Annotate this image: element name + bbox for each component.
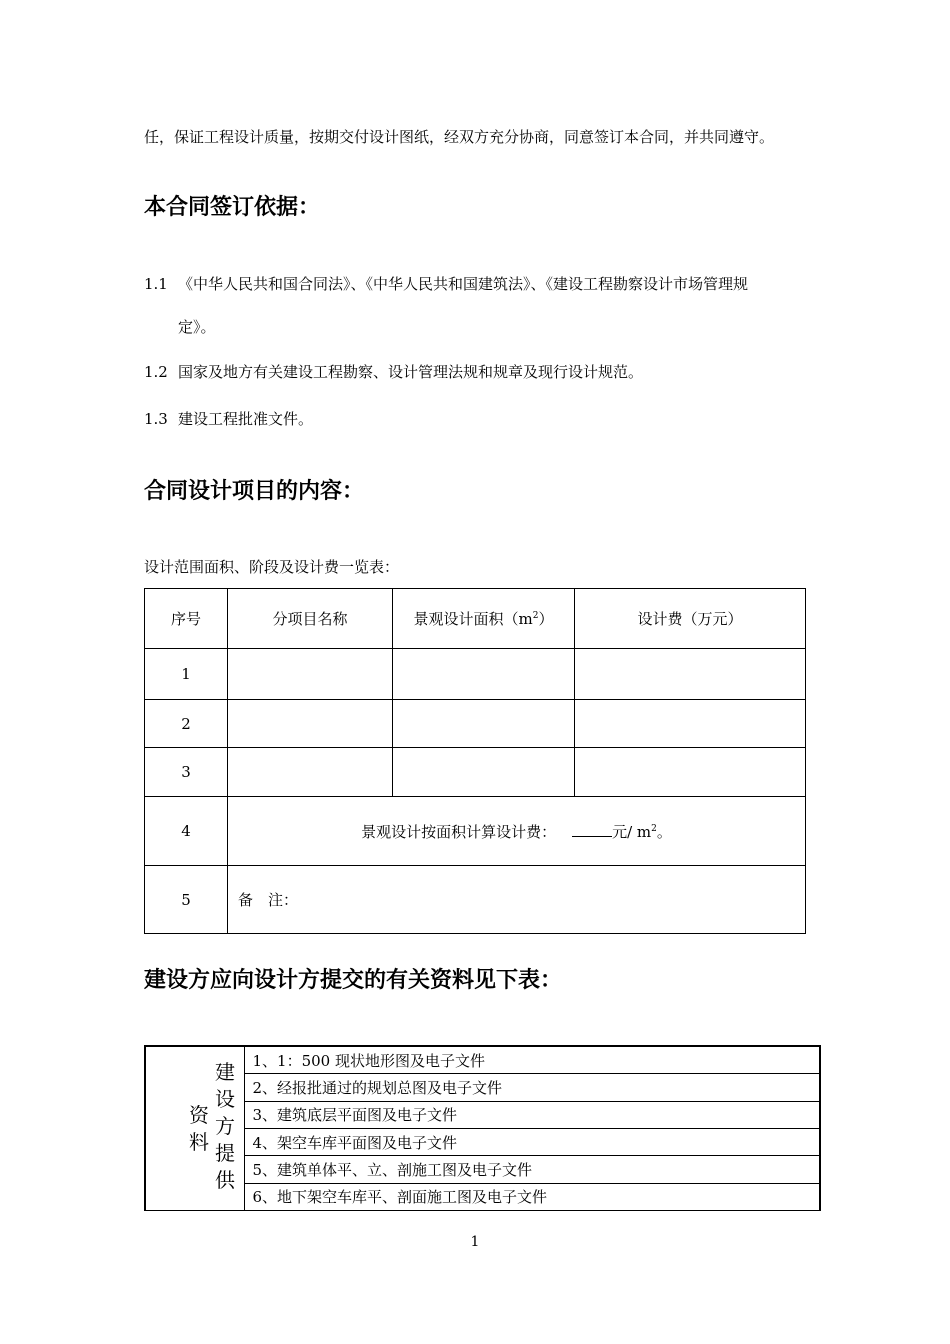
row-seq: 3: [145, 748, 228, 797]
materials-item: 5、建筑单体平、立、剖施工图及电子文件: [244, 1156, 820, 1183]
fee-rate-cell: [228, 797, 806, 866]
fee-rate-unit-end: 。: [656, 822, 672, 841]
basis-item-number: 1.3: [144, 410, 168, 428]
category-char: 供: [215, 1168, 235, 1192]
row-seq: 5: [145, 866, 228, 934]
category-char: 建: [215, 1060, 235, 1084]
basis-item-1-continuation: 定》。: [178, 318, 216, 336]
basis-item-2: [144, 362, 643, 382]
materials-item: 3、建筑底层平面图及电子文件: [244, 1101, 820, 1128]
design-fee-table: [144, 588, 806, 934]
materials-item: 1、1：500 现状地形图及电子文件: [244, 1046, 820, 1074]
row-fee-cell: [575, 700, 806, 748]
remarks-cell: 备 注：: [228, 866, 806, 934]
table-row-fee-rate: [145, 797, 806, 866]
header-area-superscript: 2: [532, 611, 539, 621]
materials-table: [144, 1045, 821, 1211]
row-fee-cell: [575, 748, 806, 797]
row-seq: 4: [145, 797, 228, 866]
row-seq: 2: [145, 700, 228, 748]
section-heading-materials: 建设方应向设计方提交的有关资料见下表：: [144, 968, 563, 993]
header-area-close: ）: [538, 610, 554, 628]
basis-item-text: 建设工程批准文件。: [178, 410, 314, 428]
category-char: 提: [215, 1141, 235, 1165]
materials-item: 6、地下架空车库平、剖面施工图及电子文件: [244, 1183, 820, 1210]
table-row: [145, 649, 806, 700]
fee-rate-unit: 元/ m: [612, 822, 652, 841]
table-caption: 设计范围面积、阶段及设计费一览表：: [144, 558, 400, 576]
fee-rate-label: 景观设计按面积计算设计费：: [361, 822, 557, 841]
category-col-a: [188, 1102, 210, 1156]
table-row: [145, 700, 806, 748]
header-area: [393, 589, 575, 649]
row-seq: 1: [145, 649, 228, 700]
category-char: 料: [189, 1130, 209, 1154]
category-char: 方: [215, 1114, 235, 1138]
table-header-row: [145, 589, 806, 649]
table-row: [145, 748, 806, 797]
materials-category-cell: [145, 1046, 244, 1211]
materials-item: 2、经报批通过的规划总图及电子文件: [244, 1074, 820, 1101]
section-heading-content: 合同设计项目的内容：: [144, 479, 365, 504]
basis-item-number: 1.2: [144, 363, 168, 381]
section-heading-basis: 本合同签订依据：: [144, 195, 321, 220]
header-item-name: 分项目名称: [228, 589, 393, 649]
basis-item-text: 《中华人民共和国合同法》、《中华人民共和国建筑法》、《建设工程勘察设计市场管理规: [178, 275, 749, 293]
row-item-name-cell: [228, 700, 393, 748]
header-fee: 设计费（万元）: [575, 589, 806, 649]
category-col-b: [214, 1059, 236, 1194]
page-number: 1: [470, 1234, 480, 1250]
fee-rate-unit-superscript: 2: [651, 823, 657, 834]
header-area-text: 景观设计面积（m: [413, 610, 533, 628]
basis-item-number: 1.1: [144, 275, 168, 293]
row-area-cell: [393, 649, 575, 700]
category-char: 设: [215, 1087, 235, 1111]
row-item-name-cell: [228, 748, 393, 797]
fee-rate-blank: [572, 822, 612, 837]
header-seq: 序号: [145, 589, 228, 649]
materials-item: 4、架空车库平面图及电子文件: [244, 1128, 820, 1155]
category-char: 资: [189, 1103, 209, 1127]
basis-item-text: 国家及地方有关建设工程勘察、设计管理法规和规章及现行设计规范。: [178, 363, 644, 381]
row-area-cell: [393, 700, 575, 748]
basis-item-3: [144, 409, 313, 429]
table-row-remarks: [145, 866, 806, 934]
row-fee-cell: [575, 649, 806, 700]
basis-item-1: [144, 274, 748, 294]
row-area-cell: [393, 748, 575, 797]
row-item-name-cell: [228, 649, 393, 700]
intro-paragraph: 任，保证工程设计质量，按期交付设计图纸，经双方充分协商，同意签订本合同，并共同遵守。: [144, 128, 775, 146]
